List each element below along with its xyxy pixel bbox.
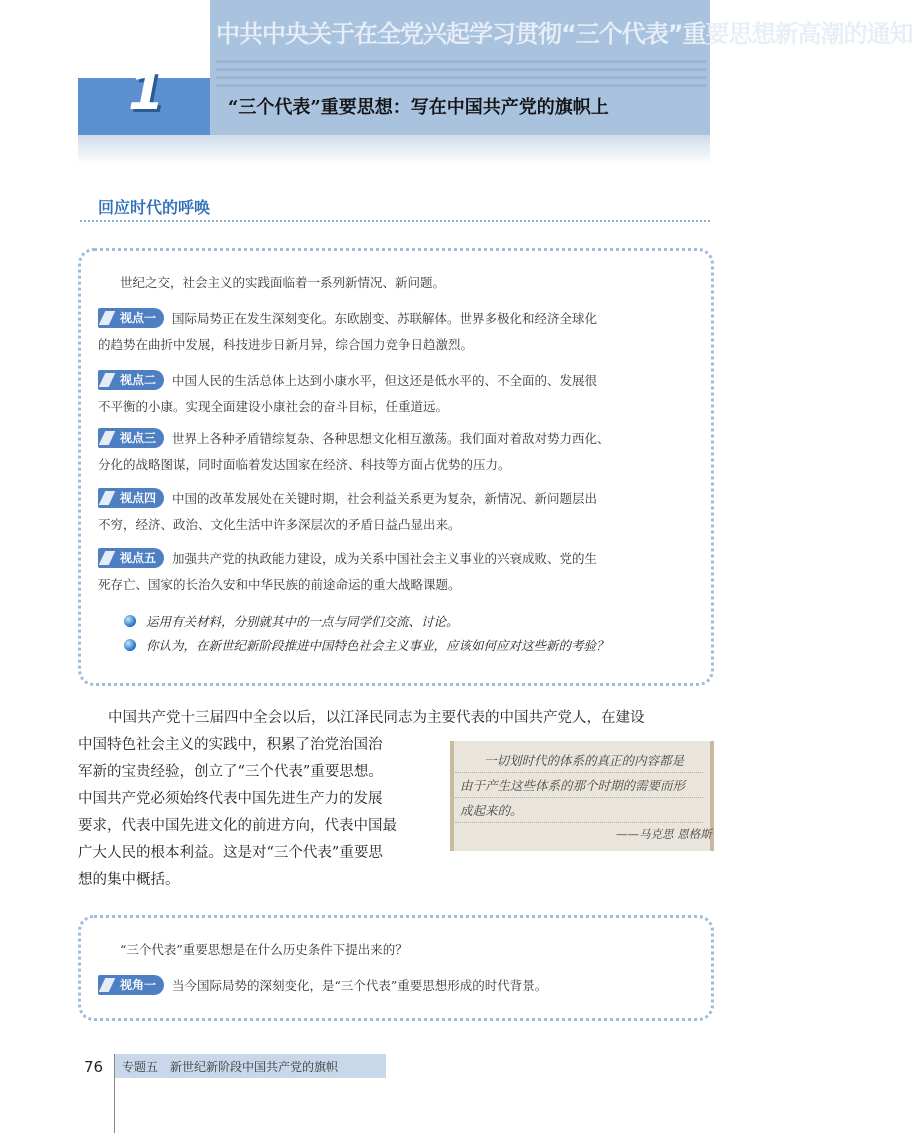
bullet-icon [124,615,136,627]
footer-divider [114,1054,115,1133]
viewpoint-4 [98,486,692,538]
viewpoint-text-line2: 死存亡、国家的长治久安和中华民族的前途命运的重大战略课题。 [98,577,461,592]
viewpoint-tag: 视点四 [98,488,164,508]
perspective-1 [98,973,692,999]
viewpoint-text-line2: 不平衡的小康。实现全面建设小康社会的奋斗目标，任重道远。 [98,399,449,414]
viewpoint-text-line2: 不穷，经济、政治、文化生活中许多深层次的矛盾日益凸显出来。 [98,517,461,532]
quote-author: ——马克思 恩格斯 [616,827,712,841]
page-number: 76 [84,1058,104,1076]
perspective-text: 当今国际局势的深刻变化，是“三个代表”重要思想形成的时代背景。 [172,978,548,993]
body-line: 广大人民的根本利益。这是对“三个代表”重要思 [78,845,383,861]
box-question: “三个代表”重要思想是在什么历史条件下提出来的？ [120,942,408,957]
viewpoint-text-line1: 国际局势正在发生深刻变化。东欧剧变、苏联解体。世界多极化和经济全球化 [172,311,598,326]
viewpoint-text-line1: 加强共产党的执政能力建设，成为关系中国社会主义事业的兴衰成败、党的生 [172,551,598,566]
viewpoint-text-line2: 的趋势在曲折中发展，科技进步日新月异，综合国力竞争日趋激烈。 [98,337,474,352]
chapter-number: 1 [128,62,165,122]
viewpoint-tag: 视点五 [98,548,164,568]
question-text: 你认为，在新世纪新阶段推进中国特色社会主义事业，应该如何应对这些新的考验？ [146,638,609,653]
question-item [124,612,459,630]
footer-running-title: 专题五 新世纪新阶段中国共产党的旗帜 [122,1060,339,1074]
body-line: 军新的宝贵经验，创立了“三个代表”重要思想。 [78,764,383,780]
viewpoint-3 [98,426,692,478]
viewpoint-1 [98,306,692,358]
banner-newspaper-lines [216,55,706,93]
banner-shadow [78,135,710,165]
box-intro-text: 世纪之交，社会主义的实践面临着一系列新情况、新问题。 [120,275,446,290]
banner-background-headline: 中共中央关于在全党兴起学习贯彻“三个代表”重要思想新高潮的通知 [216,20,913,48]
body-line: 要求，代表中国先进文化的前进方向，代表中国最 [78,818,397,834]
question-text: 运用有关材料，分别就其中的一点与同学们交流、讨论。 [146,614,459,629]
viewpoint-tag: 视点二 [98,370,164,390]
quote-line: 一切划时代的体系的真正的内容都是 [484,753,685,768]
perspective-tag: 视角一 [98,975,164,995]
viewpoint-text-line1: 世界上各种矛盾错综复杂、各种思想文化相互激荡。我们面对着敌对势力西化、 [172,431,610,446]
chapter-title: “三个代表”重要思想：写在中国共产党的旗帜上 [228,97,609,118]
viewpoint-text-line1: 中国的改革发展处在关键时期，社会利益关系更为复杂，新情况、新问题层出 [172,491,598,506]
quote-line: 成起来的。 [460,803,523,818]
section-divider [80,220,710,222]
viewpoint-text-line2: 分化的战略图谋，同时面临着发达国家在经济、科技等方面占优势的压力。 [98,457,511,472]
body-line: 中国共产党必须始终代表中国先进生产力的发展 [78,791,383,807]
body-line: 中国共产党十三届四中全会以后，以江泽民同志为主要代表的中国共产党人，在建设 [108,710,645,726]
quote-line: 由于产生这些体系的那个时期的需要而形 [460,778,686,793]
body-line: 想的集中概括。 [78,872,180,888]
viewpoint-tag: 视点三 [98,428,164,448]
body-line: 中国特色社会主义的实践中，积累了治党治国治 [78,737,383,753]
question-item [124,636,609,654]
section-title: 回应时代的呼唤 [98,198,211,217]
bullet-icon [124,639,136,651]
question-box [78,915,714,1021]
viewpoint-2 [98,368,692,420]
viewpoint-5 [98,546,692,598]
viewpoint-text-line1: 中国人民的生活总体上达到小康水平，但这还是低水平的、不全面的、发展很 [172,373,598,388]
viewpoint-tag: 视点一 [98,308,164,328]
